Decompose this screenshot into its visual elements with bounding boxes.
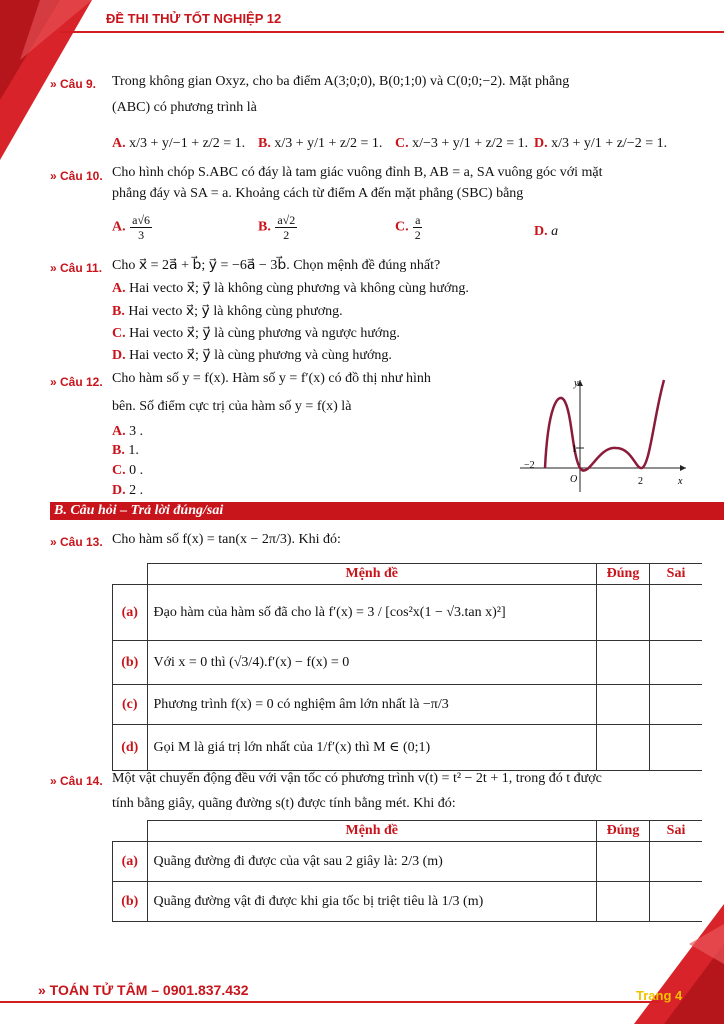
q9-option-a[interactable] <box>112 136 245 152</box>
q13-c-true-cell[interactable] <box>597 685 650 725</box>
q13-a-false-cell[interactable] <box>650 585 703 641</box>
graph-tick-pos: 2 <box>638 476 643 487</box>
q13-table <box>112 563 702 771</box>
q14-statement-a: Quãng đường đi được của vật sau 2 giây là: 2/3 (m) <box>147 842 597 882</box>
q13-statement-d: Gọi M là giá trị lớn nhất của 1/f′(x) thì M ∈ (0;1) <box>147 725 597 771</box>
q9-option-b[interactable] <box>258 136 382 152</box>
q11-option-b[interactable]: B. Hai vecto x⃗; y⃗ là không cùng phương. <box>112 304 343 319</box>
q10-line1: Cho hình chóp S.ABC có đáy là tam giác vuông đỉnh B, AB = a, SA vuông góc với mặt <box>112 165 603 180</box>
table-row: (a) Đạo hàm của hàm số đã cho là f′(x) = 3 / [cos²x(1 − √3.tan x)²] <box>113 585 703 641</box>
table-row: (b) Quãng đường vật đi được khi gia tốc bị triệt tiêu là 1/3 (m) <box>113 882 703 922</box>
q13-header-statement: Mệnh đề <box>147 564 597 585</box>
q13-stem: Cho hàm số f(x) = tan(x − 2π/3). Khi đó: <box>112 532 341 547</box>
derivative-curve <box>545 380 664 471</box>
q13-statement-c: Phương trình f(x) = 0 có nghiệm âm lớn nhất là −π/3 <box>147 685 597 725</box>
derivative-graph <box>520 376 690 494</box>
section-b-bar: B. Câu hỏi – Trả lời đúng/sai <box>50 502 724 520</box>
q14-header-false: Sai <box>650 821 703 842</box>
q13-c-false-cell[interactable] <box>650 685 703 725</box>
q9-line1: Trong không gian Oxyz, cho ba điểm A(3;0;0), B(0;1;0) và C(0;0;−2). Mặt phẳng <box>112 74 570 89</box>
q11-option-d[interactable]: D. Hai vecto x⃗; y⃗ là cùng phương và cùng hướng. <box>112 348 392 363</box>
q12-option-a[interactable]: A. 3 . <box>112 424 144 439</box>
option-letter: B. <box>258 136 271 151</box>
table-row: (b) Với x = 0 thì (√3/4).f′(x) − f(x) = 0 <box>113 641 703 685</box>
table-row: (d) Gọi M là giá trị lớn nhất của 1/f′(x) thì M ∈ (0;1) <box>113 725 703 771</box>
corner-decoration-bottom-right <box>614 904 724 1024</box>
q14-b-true-cell[interactable] <box>597 882 650 922</box>
q13-a-true-cell[interactable] <box>597 585 650 641</box>
q14-table <box>112 820 702 922</box>
q10-option-c[interactable] <box>395 213 423 242</box>
q10-option-d[interactable] <box>534 224 558 240</box>
q14-header-statement: Mệnh đề <box>147 821 597 842</box>
q12-option-c[interactable]: C. 0 . <box>112 463 144 478</box>
option-text: x/3 + y/1 + z/2 = 1. <box>274 136 383 151</box>
option-text: a <box>551 224 559 239</box>
option-letter: D. <box>534 224 548 239</box>
q9-option-c[interactable] <box>395 136 528 152</box>
q14-a-false-cell[interactable] <box>650 842 703 882</box>
option-letter: C. <box>395 219 409 235</box>
option-text: x/3 + y/1 + z/−2 = 1. <box>551 136 668 151</box>
footer-brand: » TOÁN TỬ TÂM – 0901.837.432 <box>38 982 249 998</box>
graph-tick-y: 1 <box>572 444 577 455</box>
table-row: (c) Phương trình f(x) = 0 có nghiệm âm lớn nhất là −π/3 <box>113 685 703 725</box>
q13-b-false-cell[interactable] <box>650 641 703 685</box>
graph-x-label: x <box>678 476 683 487</box>
q14-label: » Câu 14. <box>50 774 103 788</box>
q10-option-a[interactable] <box>112 213 153 242</box>
page-number: Trang 4 <box>636 988 683 1003</box>
option-letter: B. <box>258 219 271 235</box>
option-text: x/−3 + y/1 + z/2 = 1. <box>412 136 529 151</box>
option-text: x/3 + y/−1 + z/2 = 1. <box>129 136 246 151</box>
q14-statement-b: Quãng đường vật đi được khi gia tốc bị triệt tiêu là 1/3 (m) <box>147 882 597 922</box>
q13-label: » Câu 13. <box>50 535 103 549</box>
q10-option-b[interactable] <box>258 213 298 242</box>
q12-line2: bên. Số điểm cực trị của hàm số y = f(x) là <box>112 399 352 414</box>
option-letter: A. <box>112 219 126 235</box>
page-header-title: ĐỀ THI THỬ TỐT NGHIỆP 12 <box>106 11 282 26</box>
option-fraction: $\frac{a√2}{2}$ <box>277 213 296 242</box>
option-fraction: $\frac{a√6}{3}$ <box>132 213 151 242</box>
q9-option-d[interactable] <box>534 136 667 152</box>
option-fraction: $\frac{a}{2}$ <box>414 213 421 242</box>
footer-rule <box>0 1001 660 1003</box>
q10-line2: phẳng đáy và SA = a. Khoảng cách từ điểm A đến mặt phẳng (SBC) bằng <box>112 186 524 201</box>
q11-label: » Câu 11. <box>50 261 103 275</box>
graph-y-label: y <box>574 378 579 389</box>
q11-option-a[interactable]: A. Hai vecto x⃗; y⃗ là không cùng phương và không cùng hướng. <box>112 281 469 296</box>
graph-tick-neg: −2 <box>524 460 535 471</box>
q9-label: » Câu 9. <box>50 77 97 91</box>
q13-d-false-cell[interactable] <box>650 725 703 771</box>
q12-label: » Câu 12. <box>50 375 103 389</box>
q10-label: » Câu 10. <box>50 169 103 183</box>
q14-b-false-cell[interactable] <box>650 882 703 922</box>
q14-line2: tính bằng giây, quãng đường s(t) được tính bằng mét. Khi đó: <box>112 796 456 811</box>
q11-option-c[interactable]: C. Hai vecto x⃗; y⃗ là cùng phương và ngược hướng. <box>112 326 400 341</box>
option-letter: A. <box>112 136 126 151</box>
q13-statement-b: Với x = 0 thì (√3/4).f′(x) − f(x) = 0 <box>147 641 597 685</box>
q14-header-true: Đúng <box>597 821 650 842</box>
q12-option-b[interactable]: B. 1. <box>112 443 139 458</box>
table-row: (a) Quãng đường đi được của vật sau 2 giây là: 2/3 (m) <box>113 842 703 882</box>
q9-line2: (ABC) có phương trình là <box>112 100 257 115</box>
q13-statement-a: Đạo hàm của hàm số đã cho là f′(x) = 3 / [cos²x(1 − √3.tan x)²] <box>147 585 597 641</box>
q12-option-d[interactable]: D. 2 . <box>112 483 144 498</box>
q13-d-true-cell[interactable] <box>597 725 650 771</box>
q13-header-false: Sai <box>650 564 703 585</box>
q11-stem: Cho x⃗ = 2a⃗ + b⃗; y⃗ = −6a⃗ − 3b⃗. Chọn mệnh đề đúng nhất? <box>112 258 441 273</box>
graph-origin-label: O <box>570 474 578 485</box>
q13-header-true: Đúng <box>597 564 650 585</box>
option-letter: D. <box>534 136 548 151</box>
q14-line1: Một vật chuyển động đều với vận tốc có phương trình v(t) = t² − 2t + 1, trong đó t được <box>112 771 602 786</box>
q13-b-true-cell[interactable] <box>597 641 650 685</box>
header-rule <box>60 31 724 33</box>
q12-line1: Cho hàm số y = f(x). Hàm số y = f′(x) có đồ thị như hình <box>112 371 431 386</box>
q14-a-true-cell[interactable] <box>597 842 650 882</box>
option-letter: C. <box>395 136 409 151</box>
